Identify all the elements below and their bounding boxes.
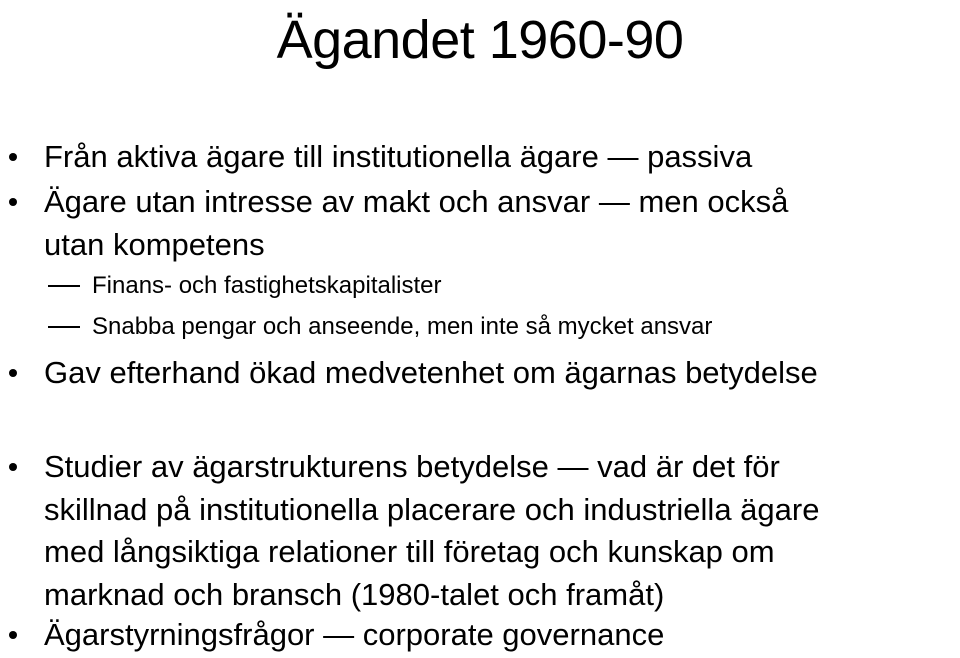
bullet-text bbox=[44, 136, 752, 179]
bullet-text bbox=[44, 446, 819, 616]
sub-bullet-line: Snabba pengar och anseende, men inte så mycket ansvar bbox=[92, 313, 713, 340]
bullet-line: Ägarstyrningsfrågor — corporate governance bbox=[44, 617, 665, 652]
bullet-text bbox=[44, 352, 818, 395]
bullet-dot-icon bbox=[9, 631, 17, 639]
bullet-line: marknad och bransch (1980-talet och framåt) bbox=[44, 576, 665, 612]
bullet-dot-icon bbox=[9, 153, 17, 161]
bullet-line: Gav efterhand ökad medvetenhet om ägarnas betydelse bbox=[44, 355, 818, 390]
bullet-dot-icon bbox=[9, 369, 17, 377]
bullet-text bbox=[44, 181, 788, 266]
sub-bullet-line: Finans- och fastighetskapitalister bbox=[92, 272, 442, 299]
bullet-line: utan kompetens bbox=[44, 226, 265, 262]
bullet-line: Från aktiva ägare till institutionella ägare — passiva bbox=[44, 139, 753, 174]
sub-bullet-text bbox=[92, 309, 712, 345]
bullet-line: Studier av ägarstrukturens betydelse — vad är det för bbox=[44, 449, 780, 484]
bullet-line: med långsiktiga relationer till företag och kunskap om bbox=[44, 534, 775, 569]
slide-title: Ägandet 1960-90 bbox=[276, 10, 684, 70]
bullet-dot-icon bbox=[9, 198, 17, 206]
dash-icon bbox=[48, 285, 80, 287]
bullet-dot-icon bbox=[9, 463, 17, 471]
bullet-line: skillnad på institutionella placerare och industriella ägare bbox=[44, 491, 820, 527]
sub-bullet-text bbox=[92, 268, 442, 304]
bullet-text bbox=[44, 614, 664, 657]
dash-icon bbox=[48, 326, 80, 328]
bullet-line: Ägare utan intresse av makt och ansvar — men också bbox=[44, 184, 789, 219]
